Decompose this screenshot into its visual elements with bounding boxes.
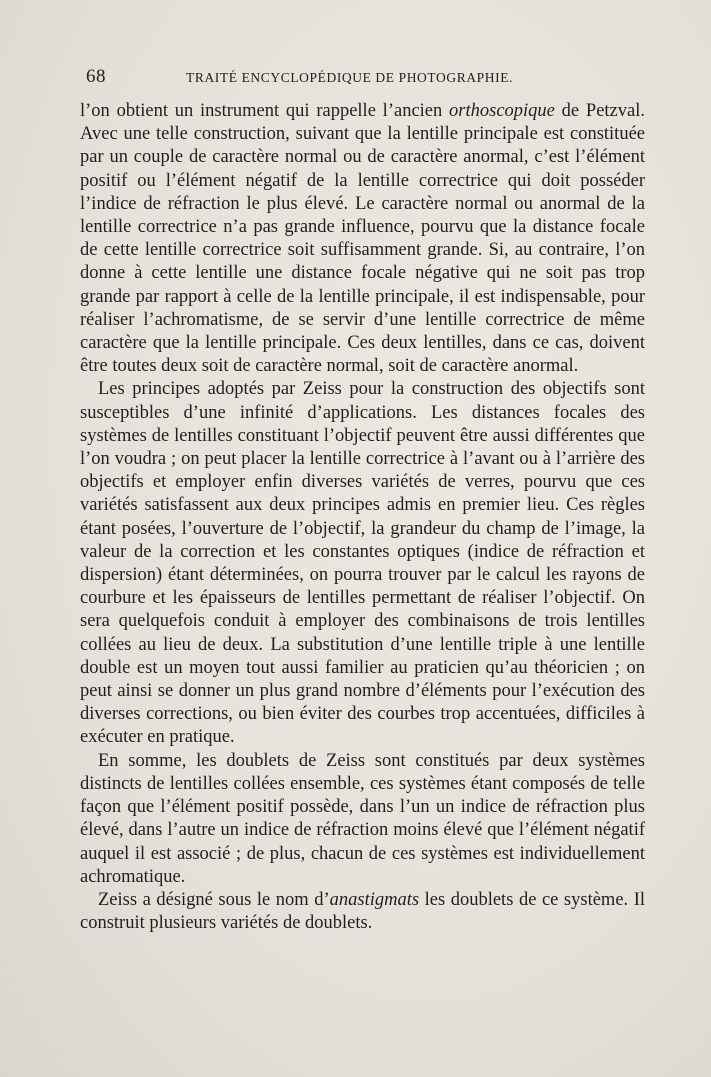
- paragraph-anastigmats: [80, 889, 645, 935]
- paragraph-doublets-summary: En somme, les doublets de Zeiss sont constitués par deux systèmes distincts de lentilles collées ensemble, ces systèmes étant composés de telle façon que l’élément positif possède, dans l’un un indice de réfraction plus élevé, dans l’autre un indice de réfraction moins élevé que l’élément négatif auquel il est associé ; de plus, chacun de ces systèmes est individuellement achromatique.: [80, 750, 645, 887]
- running-header: [86, 66, 645, 100]
- italic-term-anastigmats: anastigmats: [329, 889, 420, 910]
- paragraph-zeiss-principles: Les principes adoptés par Zeiss pour la construction des objectifs sont susceptibles d’une infinité d’applications. Les distances focales des systèmes de lentilles constituant l’objectif peuvent être aussi différentes que l’on voudra ; on peut placer la lentille correctrice à l’avant ou à l’arrière des objectifs et employer enfin diverses variétés de verres, pourvu que ces variétés satisfassent aux deux principes admis en premier lieu. Ces règles étant posées, l’ouverture de l’objectif, la grandeur du champ de l’image, la valeur de la correction et les constantes optiques (indice de réfraction et dispersion) étant déterminées, on pourra trouver par le calcul les rayons de courbure et les épaisseurs de lentilles permettant de réaliser l’objectif. On sera quelquefois conduit à employer des combinaisons de trois lentilles collées au lieu de deux. La substitution d’une lentille triple à une lentille double est un moyen tout aussi familier au praticien qu’au théoricien ; on peut ainsi se donner un plus grand nombre d’éléments pour l’exécution des diverses corrections, ou bien éviter des courbes trop accentuées, difficiles à exécuter en pratique.: [80, 379, 645, 748]
- paragraph-4-text-b: les doublets de ce système. Il construit plusieurs variétés de doublets.: [80, 889, 646, 934]
- paragraph-4-text-a: Zeiss a désigné sous le nom d’: [98, 889, 330, 910]
- running-title: TRAITÉ ENCYCLOPÉDIQUE DE PHOTOGRAPHIE.: [186, 70, 514, 85]
- paragraph-continuation: [80, 100, 645, 378]
- body-text: [80, 100, 645, 935]
- page-number: 68: [86, 66, 106, 87]
- paragraph-1-text-a: l’on obtient un instrument qui rappelle l’ancien: [80, 101, 450, 121]
- paragraph-1-text-b: de Petzval. Avec une telle construction, suivant que la lentille principale est constituée par un couple de caractère normal ou de caractère anormal, c’est l’élément positif ou l’élément négatif de la lentille correctrice qui doit posséder l’indice de réfraction le plus élevé. Le caractère normal ou anormal de la lentille correctrice n’a pas grande influence, pourvu que la distance focale de cette lentille correctrice soit suffisamment grande. Si, au contraire, l’on donne à cette lentille une distance focale négative qui ne soit pas trop grande par rapport à celle de la lentille principale, il est indispensable, pour réaliser l’achromatisme, de se servir d’une lentille correctrice de même caractère que la lentille principale. Ces deux lentilles, dans ce cas, doivent être toutes deux soit de caractère normal, soit de caractère anormal.: [80, 101, 645, 377]
- italic-term-orthoscopique: orthoscopique: [449, 101, 555, 121]
